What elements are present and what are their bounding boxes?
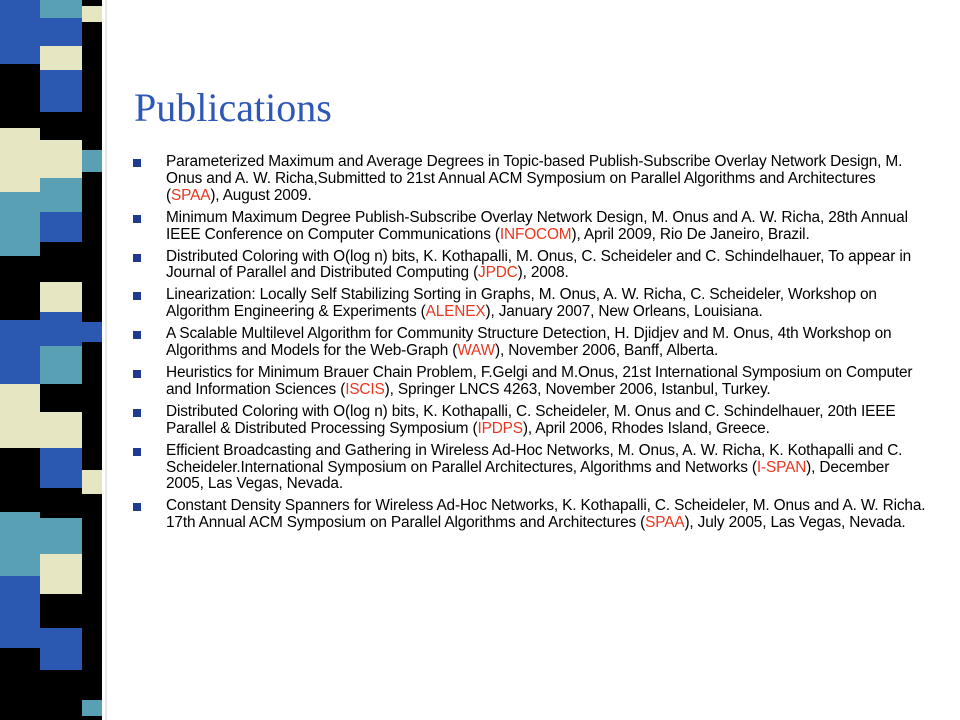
venue-abbreviation: JPDC: [478, 264, 518, 282]
venue-abbreviation: ALENEX: [425, 303, 486, 321]
publication-text-tail: ), August 2009.: [210, 186, 312, 204]
stripe-block: [40, 448, 82, 488]
slide-title: Publications: [134, 85, 332, 130]
stripe-block: [40, 670, 82, 720]
stripe-block: [40, 518, 82, 554]
stripe-block: [40, 0, 82, 18]
publication-text-tail: ), November 2006, Banff, Alberta.: [494, 342, 719, 360]
stripe-block: [0, 448, 40, 512]
stripe-block: [40, 488, 82, 518]
venue-abbreviation: SPAA: [170, 186, 211, 204]
stripe-block: [0, 384, 40, 448]
stripe-block: [40, 140, 82, 178]
publication-text-tail: ), April 2009, Rio De Janeiro, Brazil.: [571, 225, 810, 243]
stripe-block: [82, 470, 102, 494]
publication-text: Distributed Coloring with O(log n) bits, K. Kothapalli, M. Onus, C. Scheideler and C. Schindelhauer, To appear in Journal of Parallel and Distributed Computing (: [166, 247, 911, 282]
stripe-edge-line: [105, 0, 107, 720]
stripe-block: [0, 256, 40, 320]
publication-item: [130, 404, 930, 438]
publication-text: Distributed Coloring with O(log n) bits, K. Kothapalli, C. Scheideler, M. Onus and C. Schindelhauer, 20th IEEE Parallel & Distributed Processing Symposium (: [166, 402, 896, 437]
publication-text: Minimum Maximum Degree Publish-Subscribe Overlay Network Design, M. Onus and A. W. Richa, 28th Annual IEEE Conference on Computer Communications (: [166, 208, 908, 243]
stripe-block: [82, 150, 102, 172]
stripe-block: [40, 594, 82, 628]
publication-text: Linearization: Locally Self Stabilizing Sorting in Graphs, M. Onus, A. W. Richa, C. Scheideler, Workshop on Algorithm Engineering & Experiments (: [166, 286, 877, 321]
stripe-block: [40, 46, 82, 70]
stripe-block: [40, 346, 82, 384]
stripe-block: [0, 128, 40, 192]
bullet-square-icon: [133, 503, 141, 511]
stripe-block: [40, 18, 82, 46]
publication-item: [130, 326, 930, 360]
stripe-block: [82, 0, 102, 720]
publication-list: [130, 154, 930, 537]
publication-text-tail: ), 2008.: [517, 264, 569, 282]
publication-text-tail: ), December 2005, Las Vegas, Nevada.: [166, 458, 890, 493]
publication-text: Constant Density Spanners for Wireless Ad-Hoc Networks, K. Kothapalli, C. Scheideler, M. Onus and A. W. Richa. 17th Annual ACM Symposium on Parallel Algorithms and Architectures (: [166, 497, 926, 532]
stripe-block: [40, 70, 82, 112]
stripe-block: [40, 212, 82, 242]
venue-abbreviation: ISCIS: [345, 380, 385, 398]
stripe-block: [40, 282, 82, 312]
bullet-square-icon: [133, 448, 141, 456]
bullet-square-icon: [133, 254, 141, 262]
stripe-block: [82, 700, 102, 716]
venue-abbreviation: WAW: [457, 342, 495, 360]
publication-text-tail: ), April 2006, Rhodes Island, Greece.: [522, 419, 770, 437]
venue-abbreviation: I-SPAN: [756, 458, 807, 476]
venue-abbreviation: INFOCOM: [499, 225, 572, 243]
stripe-block: [40, 412, 82, 448]
stripe-block: [0, 320, 40, 384]
venue-abbreviation: IPDPS: [477, 419, 523, 437]
stripe-block: [40, 384, 82, 412]
stripe-block: [40, 178, 82, 212]
publication-item: [130, 498, 930, 532]
stripe-block: [0, 0, 40, 64]
publication-item: [130, 287, 930, 321]
bullet-square-icon: [133, 331, 141, 339]
publication-item: [130, 210, 930, 244]
publication-item: [130, 249, 930, 283]
stripe-block: [0, 192, 40, 256]
publication-text: A Scalable Multilevel Algorithm for Community Structure Detection, H. Djidjev and M. Onus, 4th Workshop on Algorithms and Models for the Web-Graph (: [166, 325, 892, 360]
stripe-block: [0, 64, 40, 128]
publication-item: [130, 443, 930, 494]
publication-text-tail: ), January 2007, New Orleans, Louisiana.: [485, 303, 763, 321]
stripe-block: [40, 554, 82, 594]
stripe-block: [40, 628, 82, 670]
bullet-square-icon: [133, 159, 141, 167]
publication-text: Heuristics for Minimum Brauer Chain Problem, F.Gelgi and M.Onus, 21st International Symposium on Computer and Information Sciences (: [166, 363, 913, 398]
stripe-block: [82, 322, 102, 342]
publication-text-tail: ), July 2005, Las Vegas, Nevada.: [684, 514, 906, 532]
stripe-block: [40, 242, 82, 282]
bullet-square-icon: [133, 292, 141, 300]
publication-item: [130, 365, 930, 399]
stripe-block: [40, 112, 82, 140]
stripe-block: [0, 512, 40, 576]
publication-text-tail: ), Springer LNCS 4263, November 2006, Istanbul, Turkey.: [384, 380, 771, 398]
stripe-block: [0, 576, 40, 648]
publication-item: [130, 154, 930, 205]
stripe-block: [40, 312, 82, 346]
publication-text: Efficient Broadcasting and Gathering in Wireless Ad-Hoc Networks, M. Onus, A. W. Richa, K. Kothapalli and C. Scheideler.International Symposium on Parallel Architectures, Algorithms and Networks (: [166, 441, 903, 476]
bullet-square-icon: [133, 370, 141, 378]
venue-abbreviation: SPAA: [645, 514, 685, 532]
stripe-block: [0, 648, 40, 720]
publication-text: Parameterized Maximum and Average Degrees in Topic-based Publish-Subscribe Overlay Network Design, M. Onus and A. W. Richa,Submitted to 21st Annual ACM Symposium on Parallel Algorithms and Architectures (: [166, 153, 903, 204]
bullet-square-icon: [133, 215, 141, 223]
stripe-block: [82, 6, 102, 22]
bullet-square-icon: [133, 409, 141, 417]
decorative-stripe: [0, 0, 110, 720]
